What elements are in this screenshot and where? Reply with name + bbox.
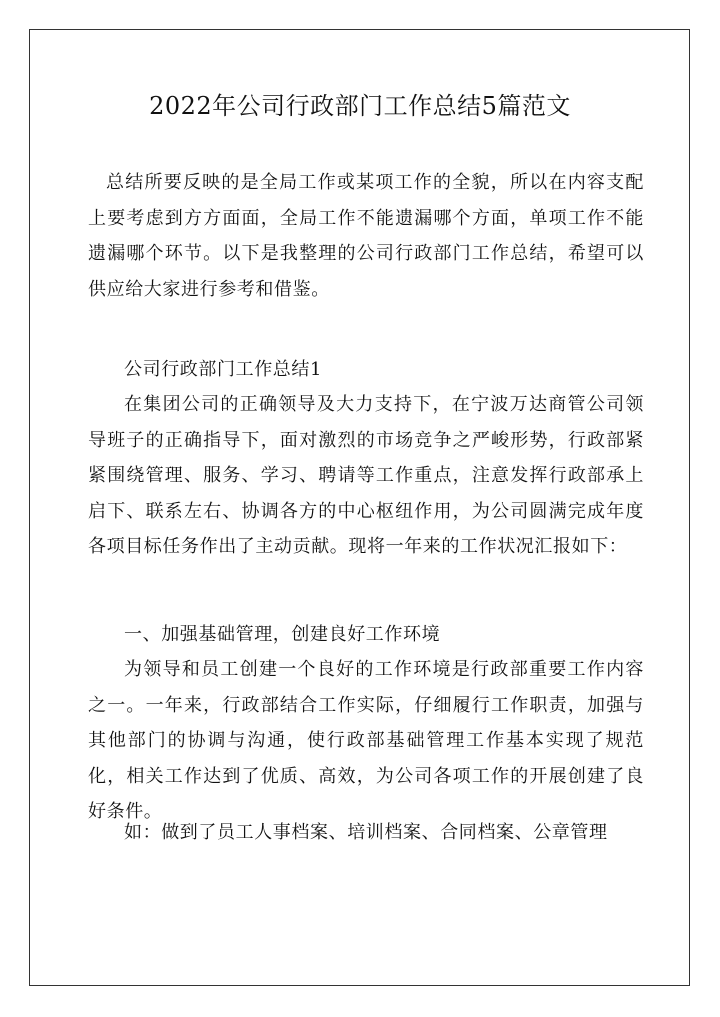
intro-paragraph: 总结所要反映的是全局工作或某项工作的全貌，所以在内容支配上要考虑到方方面面，全局工作不能遗漏哪个方面，单项工作不能遗漏哪个环节。以下是我整理的公司行政部门工作总结，希望可以供应给大家进行参考和借鉴。 bbox=[88, 172, 644, 300]
section-heading-1: 一、加强基础管理，创建良好工作环境 bbox=[124, 624, 441, 645]
section-title: 公司行政部门工作总结1 bbox=[124, 359, 323, 380]
body-paragraph-3: 如：做到了员工人事档案、培训档案、合同档案、公章管理 bbox=[124, 822, 608, 843]
document-title: 2022年公司行政部门工作总结5篇范文 bbox=[149, 92, 571, 120]
body-paragraph-2: 为领导和员工创建一个良好的工作环境是行政部重要工作内容之一。一年来，行政部结合工作实际，仔细履行工作职责，加强与其他部门的协调与沟通，使行政部基础管理工作基本实现了规范化，相关工作达到了优质、高效，为公司各项工作的开展创建了良好条件。 bbox=[88, 659, 644, 822]
body-paragraph-1: 在集团公司的正确领导及大力支持下，在宁波万达商管公司领导班子的正确指导下，面对激烈的市场竞争之严峻形势，行政部紧紧围绕管理、服务、学习、聘请等工作重点，注意发挥行政部承上启下、联系左右、协调各方的中心枢纽作用，为公司圆满完成年度各项目标任务作出了主动贡献。现将一年来的工作状况汇报如下： bbox=[88, 394, 644, 557]
